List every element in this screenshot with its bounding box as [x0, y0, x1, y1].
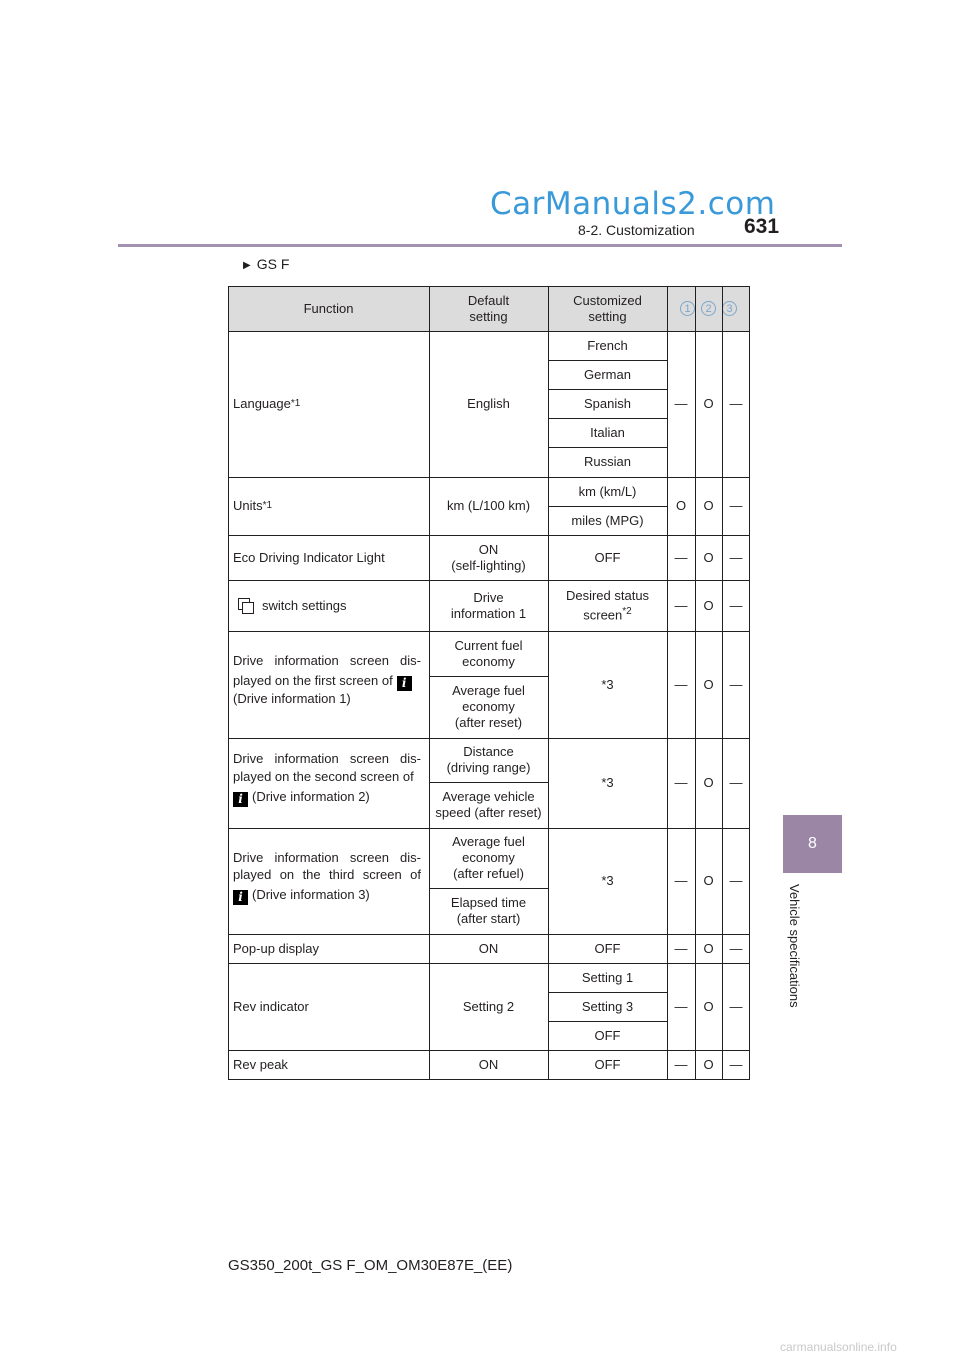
drive3-label [228, 828, 429, 934]
drive2-d2-l2: speed (after reset) [435, 805, 542, 820]
table-border-right [749, 286, 750, 1080]
drive2-label-c: (Drive information 2) [252, 789, 370, 804]
row-switch-label [228, 580, 429, 631]
switch-col2: O [703, 597, 714, 613]
customization-table [228, 286, 750, 1080]
drive2-col3: — [729, 775, 743, 790]
row-line [228, 963, 750, 964]
drive2-default-1 [429, 738, 548, 782]
switch-default [429, 580, 548, 631]
rev-col2: O [703, 998, 714, 1014]
eco-default [429, 535, 548, 580]
drive3-d1-l1: Average fuel [452, 834, 525, 849]
header-rule [118, 244, 842, 247]
revpeak-custom: OFF [594, 1057, 621, 1072]
drive1-col2: O [703, 676, 714, 692]
header-customized: Customized setting [573, 292, 642, 324]
watermark-logo: CarManuals2.com [490, 186, 776, 222]
units-col2: O [703, 498, 714, 513]
rev-option: Setting 3 [581, 998, 634, 1014]
language-col2: O [703, 396, 714, 411]
drive1-col1: — [674, 676, 688, 692]
header-function: Function [303, 300, 354, 316]
eco-default-line2: (self-lighting) [451, 557, 526, 573]
drive3-label-a: Drive information screen dis- [233, 850, 421, 865]
subheading [243, 256, 289, 272]
drive2-d2-l1: Average vehicle [442, 789, 535, 804]
drive3-d1-l3: (after refuel) [453, 866, 524, 881]
popup-label: Pop-up display [233, 940, 319, 956]
header-columns [667, 286, 750, 331]
switch-col1: — [674, 597, 688, 613]
units-default: km (L/100 km) [446, 498, 531, 513]
language-option: Russian [584, 454, 631, 469]
rev-label: Rev indicator [233, 998, 309, 1014]
revpeak-label: Rev peak [233, 1057, 288, 1072]
drive3-d1-l2: economy [462, 850, 515, 865]
info-icon: i [233, 890, 248, 905]
chapter-label: Vehicle specifications [787, 884, 802, 1008]
switch-custom-line2-text: screen [583, 607, 623, 623]
row-line [228, 828, 750, 829]
row-line [228, 934, 750, 935]
revpeak-default: ON [478, 1057, 499, 1072]
switch-footnote: *2 [622, 605, 632, 617]
row-line [228, 477, 750, 478]
switch-default-line1: Drive [473, 589, 504, 605]
row-language-label [228, 331, 429, 477]
row-line [228, 1050, 750, 1051]
subrow-line [548, 418, 667, 419]
subrow-line [429, 888, 548, 889]
language-option: Spanish [584, 395, 631, 411]
drive1-d2-l2: economy [462, 699, 515, 714]
triangle-bullet-icon: ▶ [243, 260, 251, 271]
row-line [228, 331, 750, 332]
popup-col1: — [674, 940, 688, 956]
popup-col2: O [703, 940, 714, 956]
drive2-label-a: Drive information screen dis- [233, 751, 421, 766]
subrow-line [429, 676, 548, 677]
drive3-col2: O [703, 873, 714, 888]
row-line [228, 738, 750, 739]
col-line [722, 286, 723, 1080]
drive1-d2-l1: Average fuel [452, 683, 525, 698]
drive2-default-2 [429, 782, 548, 828]
column-1-icon: 1 [680, 301, 695, 316]
drive2-custom: *3 [601, 775, 614, 790]
subrow-line [548, 360, 667, 361]
drive1-label [228, 631, 429, 738]
drive3-default-1 [429, 828, 548, 888]
subheading-text: GS F [256, 256, 290, 272]
drive1-label-c: (Drive information 1) [233, 690, 351, 706]
subrow-line [548, 506, 667, 507]
units-label: Units [233, 498, 263, 513]
language-col3: — [729, 396, 743, 411]
switch-custom-line1: Desired status [565, 587, 650, 603]
col-line [429, 286, 430, 1080]
revpeak-col3: — [729, 1057, 743, 1072]
drive2-d1-l1: Distance [463, 744, 514, 759]
switch-custom [548, 580, 667, 631]
subrow-line [548, 1021, 667, 1022]
eco-col3: — [729, 549, 743, 565]
col-line [548, 286, 549, 1080]
rev-col1: — [674, 998, 688, 1014]
chapter-tab-number: 8 [808, 835, 817, 852]
drive1-label-b-wrap [233, 673, 421, 691]
header-default: Default setting [467, 292, 510, 324]
revpeak-col1: — [674, 1057, 688, 1072]
table-border-left [228, 286, 229, 1080]
drive2-label-b: played on the second screen of [233, 769, 414, 784]
drive3-label-c: (Drive information 3) [252, 887, 370, 902]
units-col1: O [675, 498, 687, 513]
table-border-bottom [228, 1079, 750, 1080]
info-icon: i [233, 792, 248, 807]
popup-default: ON [478, 940, 499, 956]
switch-label: switch settings [262, 597, 347, 613]
drive2-col2: O [703, 775, 714, 790]
subrow-line [548, 389, 667, 390]
revpeak-col2: O [703, 1057, 714, 1072]
language-option: French [587, 337, 628, 353]
language-col1: — [674, 396, 688, 411]
subrow-line [429, 782, 548, 783]
drive1-col3: — [729, 676, 743, 692]
drive3-label-c-wrap [233, 887, 421, 905]
popup-custom: OFF [594, 940, 621, 956]
row-units-label [228, 477, 429, 535]
rev-default: Setting 2 [462, 998, 515, 1014]
drive1-label-b: played on the first screen of [233, 673, 393, 688]
info-icon: i [397, 676, 412, 691]
bottom-watermark: carmanualsonline.info [780, 1340, 897, 1354]
drive3-label-b: played on the third screen of [233, 867, 421, 882]
drive2-label [228, 738, 429, 828]
drive1-default-1 [429, 631, 548, 676]
units-option: miles (MPG) [571, 512, 644, 528]
eco-label: Eco Driving Indicator Light [233, 549, 385, 565]
drive1-d1-l1: Current fuel [454, 637, 523, 653]
units-col3: — [729, 498, 743, 513]
row-line [228, 631, 750, 632]
eco-default-line1: ON [478, 541, 499, 557]
drive3-d2-l2: (after start) [456, 911, 521, 926]
popup-col3: — [729, 940, 743, 956]
chapter-tab [783, 815, 842, 873]
drive3-col1: — [674, 873, 688, 888]
drive2-col1: — [674, 775, 688, 790]
drive1-label-a: Drive information screen dis- [233, 653, 421, 668]
drive3-default-2 [429, 888, 548, 934]
document-code: GS350_200t_GS F_OM_OM30E87E_(EE) [228, 1257, 513, 1274]
drive3-d2-l1: Elapsed time [450, 895, 527, 910]
rev-col3: — [729, 998, 743, 1014]
eco-col2: O [703, 549, 714, 565]
drive1-d1-l2: economy [462, 653, 515, 669]
switch-col3: — [729, 597, 743, 613]
row-line [228, 535, 750, 536]
drive3-custom: *3 [601, 873, 614, 888]
drive2-label-c-wrap [233, 789, 421, 807]
display-switch-icon [238, 598, 254, 614]
units-option: km (km/L) [578, 483, 637, 499]
language-default: English [467, 396, 510, 411]
drive2-d1-l2: (driving range) [446, 760, 531, 775]
column-2-icon: 2 [701, 301, 716, 316]
eco-col1: — [674, 549, 688, 565]
language-option: Italian [590, 424, 625, 440]
language-footnote: *1 [290, 398, 301, 409]
column-3-icon: 3 [722, 301, 737, 316]
col-line [695, 286, 696, 1080]
subrow-line [548, 447, 667, 448]
rev-option: Setting 1 [581, 969, 634, 985]
row-line [228, 580, 750, 581]
drive1-custom: *3 [601, 676, 614, 692]
switch-custom-line2 [583, 604, 631, 623]
language-option: German [584, 366, 631, 382]
eco-custom: OFF [594, 549, 621, 565]
rev-option: OFF [594, 1027, 621, 1043]
drive3-col3: — [729, 873, 743, 888]
col-line [667, 286, 668, 1080]
subrow-line [548, 992, 667, 993]
drive1-default-2 [429, 676, 548, 738]
language-label: Language [233, 396, 291, 411]
table-border-top [228, 286, 750, 287]
page-number: 631 [744, 215, 780, 238]
drive1-d2-l3: (after reset) [454, 715, 523, 730]
units-footnote: *1 [262, 500, 273, 511]
switch-default-line2: information 1 [450, 605, 527, 621]
section-title: 8-2. Customization [578, 222, 695, 238]
